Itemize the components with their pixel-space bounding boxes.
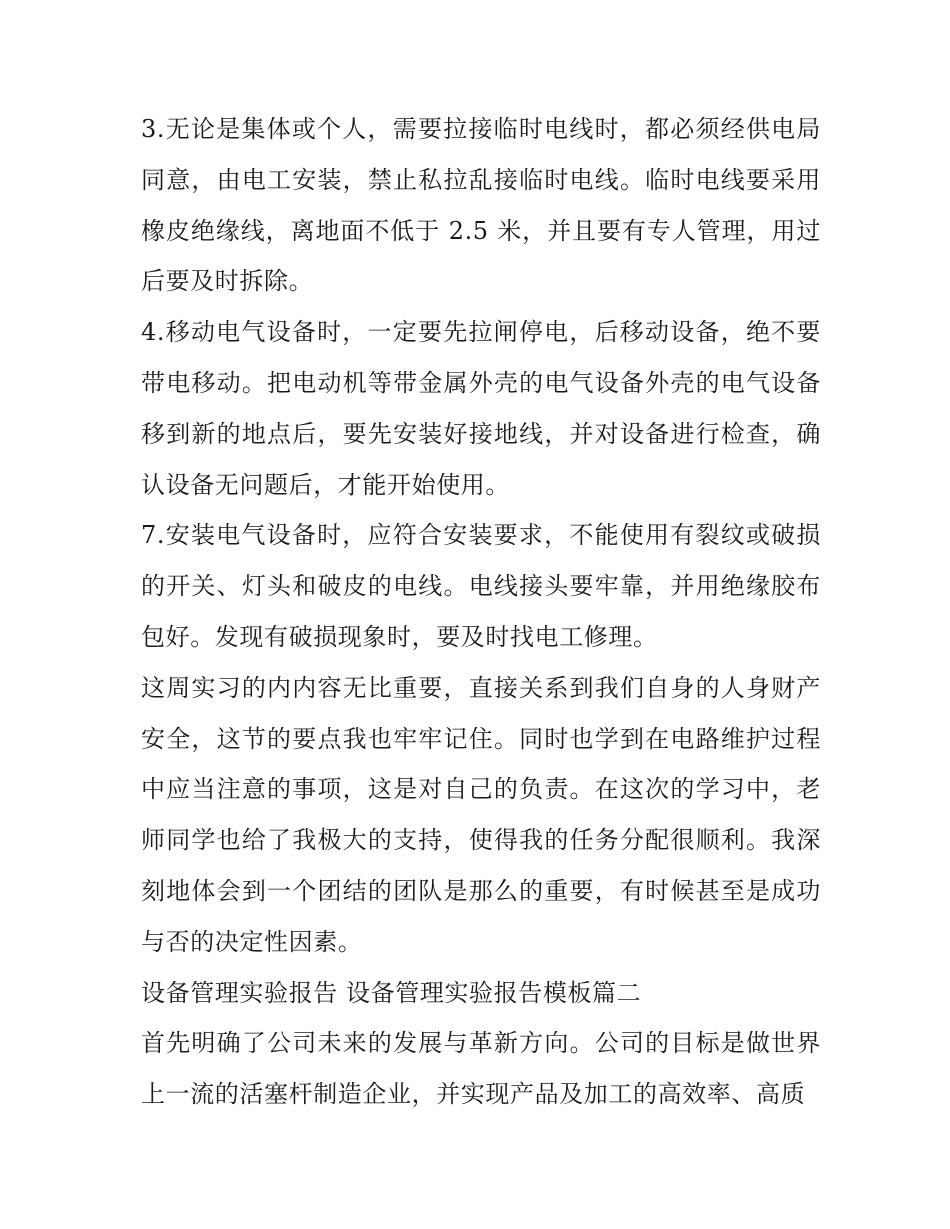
paragraph-item-7: 7.安装电气设备时，应符合安装要求，不能使用有裂纹或破损的开关、灯头和破皮的电线。电线接头要牢靠，并用绝缘胶布包好。发现有破损现象时，要及时找电工修理。 [141, 521, 821, 651]
document-body [141, 104, 821, 1120]
paragraph-intro: 首先明确了公司未来的发展与革新方向。公司的目标是做世界上一流的活塞杆制造企业，并实现产品及加工的高效率、高质 [141, 1029, 821, 1109]
paragraph-item-4: 4.移动电气设备时，一定要先拉闸停电，后移动设备，绝不要带电移动。把电动机等带金属外壳的电气设备外壳的电气设备移到新的地点后，要先安装好接地线，并对设备进行检查，确认设备无问题后，才能开始使用。 [141, 318, 821, 499]
paragraph-summary: 这周实习的内内容无比重要，直接关系到我们自身的人身财产安全，这节的要点我也牢牢记住。同时也学到在电路维护过程中应当注意的事项，这是对自己的负责。在这次的学习中，老师同学也给了我极大的支持，使得我的任务分配很顺利。我深刻地体会到一个团结的团队是那么的重要，有时候甚至是成功与否的决定性因素。 [141, 673, 821, 956]
paragraph-item-3: 3.无论是集体或个人，需要拉接临时电线时，都必须经供电局同意，由电工安装，禁止私拉乱接临时电线。临时电线要采用橡皮绝缘线，离地面不低于 2.5 米，并且要有专人管理，用过后要及时拆除。 [141, 115, 821, 296]
section-heading: 设备管理实验报告 设备管理实验报告模板篇二 [141, 978, 642, 1007]
